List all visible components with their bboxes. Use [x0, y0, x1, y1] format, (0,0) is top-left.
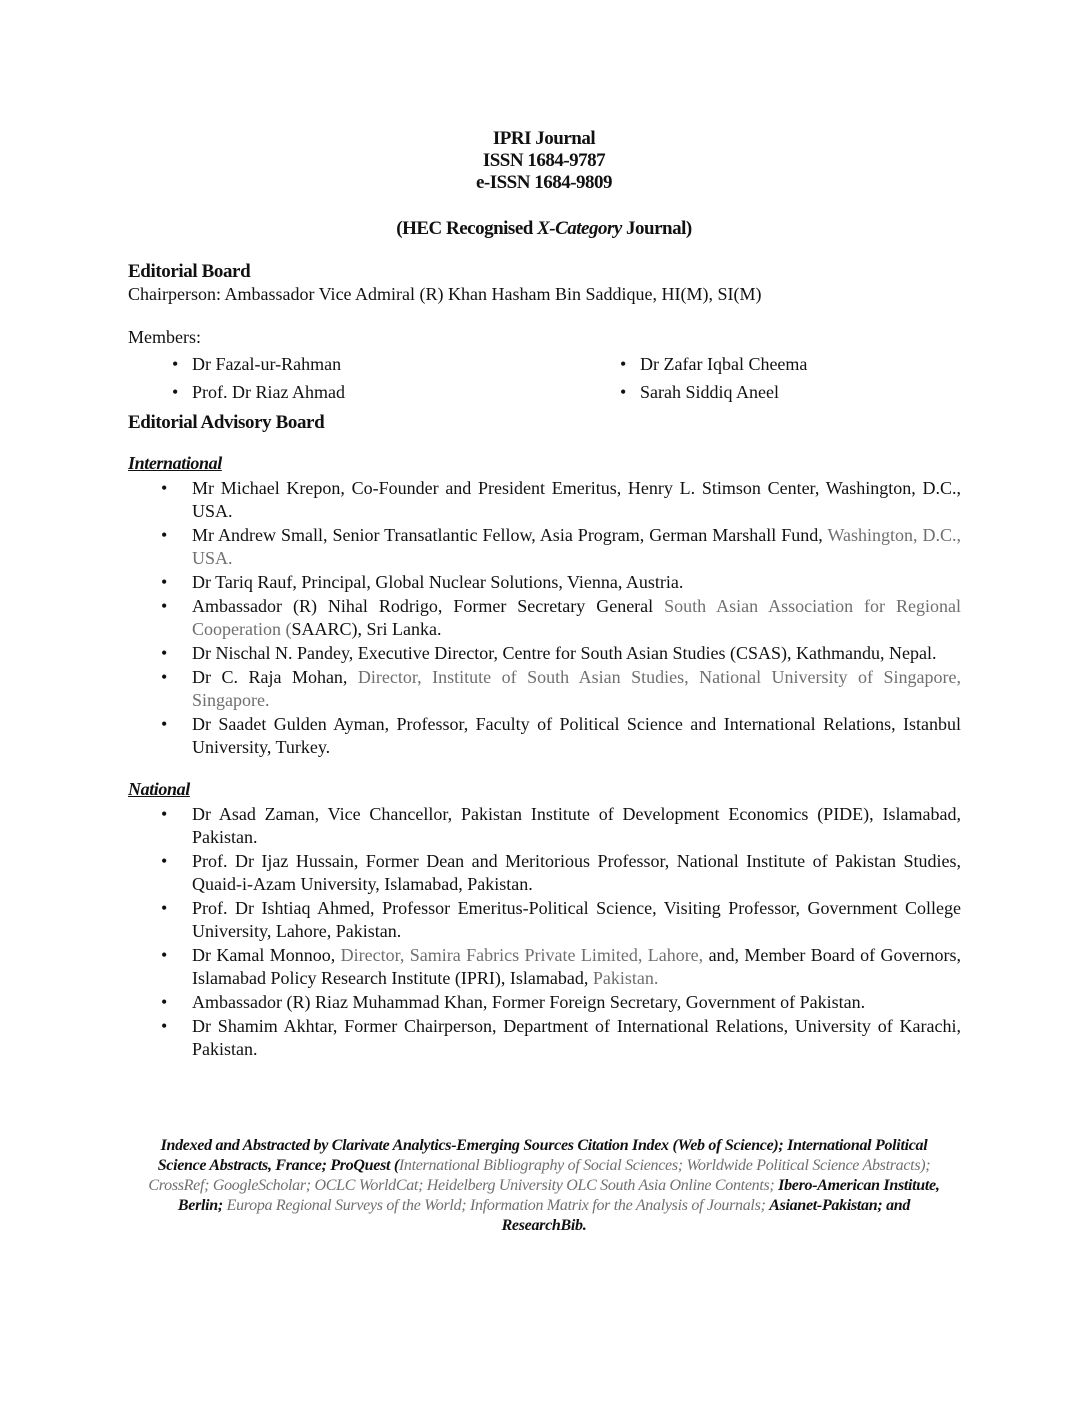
advisory-board-title: Editorial Advisory Board	[128, 412, 325, 433]
indexing-note: Indexed and Abstracted by Clarivate Analytics-Emerging Sources Citation Index (Web of Science); International Political Science Abstracts, France; ProQuest (International Bibliography of Social Sciences; Worldwide Political Science Abstracts); CrossRef; GoogleScholar; OCLC WorldCat; Heidelberg University OLC South Asia Online Contents; Ibero-American Institute, Berlin; Europa Regional Surveys of the World; Information Matrix for the Analysis of Journals; Asianet-Pakistan; and ResearchBib.	[148, 1137, 940, 1234]
list-item: • Prof. Dr Ijaz Hussain, Former Dean and Meritorious Professor, National Institute of Pakistan Studies, Quaid-i-Azam University, Islamabad, Pakistan.	[128, 850, 961, 896]
list-item: • Dr Saadet Gulden Ayman, Professor, Faculty of Political Science and International Relations, Istanbul University, Turkey.	[128, 713, 961, 759]
hec-recognition: (HEC Recognised X-Category Journal)	[396, 218, 692, 239]
list-item: • Dr Asad Zaman, Vice Chancellor, Pakistan Institute of Development Economics (PIDE), Islamabad, Pakistan.	[128, 803, 961, 849]
journal-title: IPRI Journal	[492, 128, 596, 149]
list-item: • Dr Kamal Monnoo, Director, Samira Fabrics Private Limited, Lahore, and, Member Board of Governors, Islamabad Policy Research Institute (IPRI), Islamabad, Pakistan.	[128, 944, 961, 990]
member-item: • Dr Fazal-ur-Rahman	[128, 353, 576, 376]
list-item: • Dr Shamim Akhtar, Former Chairperson, Department of International Relations, University of Karachi, Pakistan.	[128, 1015, 961, 1061]
board-content	[128, 260, 961, 1062]
eissn: e-ISSN 1684-9809	[475, 172, 613, 193]
members-label: Members:	[128, 327, 201, 347]
list-item: • Prof. Dr Ishtiaq Ahmed, Professor Emeritus-Political Science, Visiting Professor, Government College University, Lahore, Pakistan.	[128, 897, 961, 943]
member-item: • Sarah Siddiq Aneel	[576, 381, 961, 404]
member-item: • Prof. Dr Riaz Ahmad	[128, 381, 576, 404]
issn: ISSN 1684-9787	[482, 150, 606, 171]
editorial-board-title: Editorial Board	[128, 261, 251, 282]
journal-masthead	[0, 128, 1088, 194]
chairperson: Chairperson: Ambassador Vice Admiral (R) Khan Hasham Bin Saddique, HI(M), SI(M)	[128, 284, 762, 304]
list-item: • Dr C. Raja Mohan, Director, Institute of South Asian Studies, National University of Singapore, Singapore.	[128, 666, 961, 712]
list-item: • Ambassador (R) Riaz Muhammad Khan, Former Foreign Secretary, Government of Pakistan.	[128, 991, 961, 1014]
members-list	[128, 353, 961, 404]
list-item: • Dr Tariq Rauf, Principal, Global Nuclear Solutions, Vienna, Austria.	[128, 571, 961, 594]
international-list	[128, 477, 961, 759]
list-item: • Ambassador (R) Nihal Rodrigo, Former Secretary General South Asian Association for Regional Cooperation (SAARC), Sri Lanka.	[128, 595, 961, 641]
hec-category: X-Category	[537, 218, 622, 239]
international-label: International	[128, 453, 222, 473]
list-item: • Dr Nischal N. Pandey, Executive Director, Centre for South Asian Studies (CSAS), Kathmandu, Nepal.	[128, 642, 961, 665]
list-item: • Mr Michael Krepon, Co-Founder and President Emeritus, Henry L. Stimson Center, Washington, D.C., USA.	[128, 477, 961, 523]
member-item: • Dr Zafar Iqbal Cheema	[576, 353, 961, 376]
national-label: National	[128, 779, 190, 799]
national-list	[128, 803, 961, 1061]
list-item: • Mr Andrew Small, Senior Transatlantic Fellow, Asia Program, German Marshall Fund, Washington, D.C., USA.	[128, 524, 961, 570]
